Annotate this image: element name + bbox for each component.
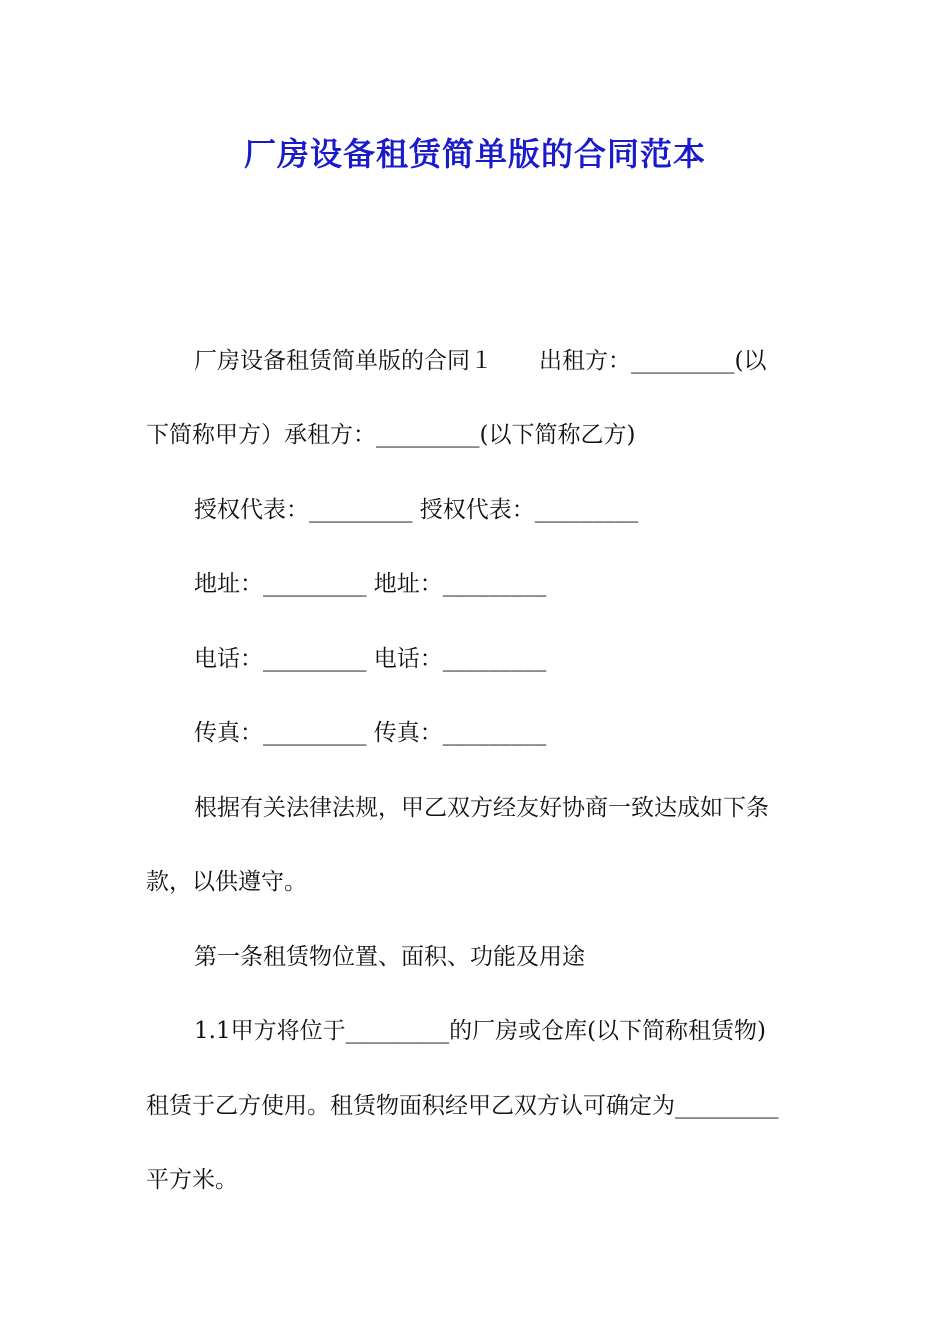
contract-line-5: 电话：_________ 电话：_________ [194, 646, 547, 672]
contract-line-6: 传真：_________ 传真：_________ [194, 720, 547, 746]
contract-line-11: 租赁于乙方使用。租赁物面积经甲乙双方认可确定为_________ [146, 1093, 779, 1119]
contract-line-7: 根据有关法律法规，甲乙双方经友好协商一致达成如下条 [194, 795, 769, 821]
contract-line-1: 厂房设备租赁简单版的合同１ 出租方：_________(以 [194, 348, 767, 374]
contract-line-12: 平方米。 [146, 1167, 238, 1193]
contract-line-3: 授权代表：_________ 授权代表：_________ [194, 497, 639, 523]
contract-line-4: 地址：_________ 地址：_________ [194, 571, 547, 597]
article-1-heading: 第一条租赁物位置、面积、功能及用途 [194, 944, 585, 970]
contract-line-8: 款，以供遵守。 [146, 869, 307, 895]
contract-line-10: 1.1甲方将位于_________的厂房或仓库(以下简称租赁物) [194, 1018, 767, 1044]
document-title: 厂房设备租赁简单版的合同范本 [243, 135, 706, 173]
contract-line-2: 下简称甲方）承租方：_________(以下简称乙方) [146, 422, 636, 448]
